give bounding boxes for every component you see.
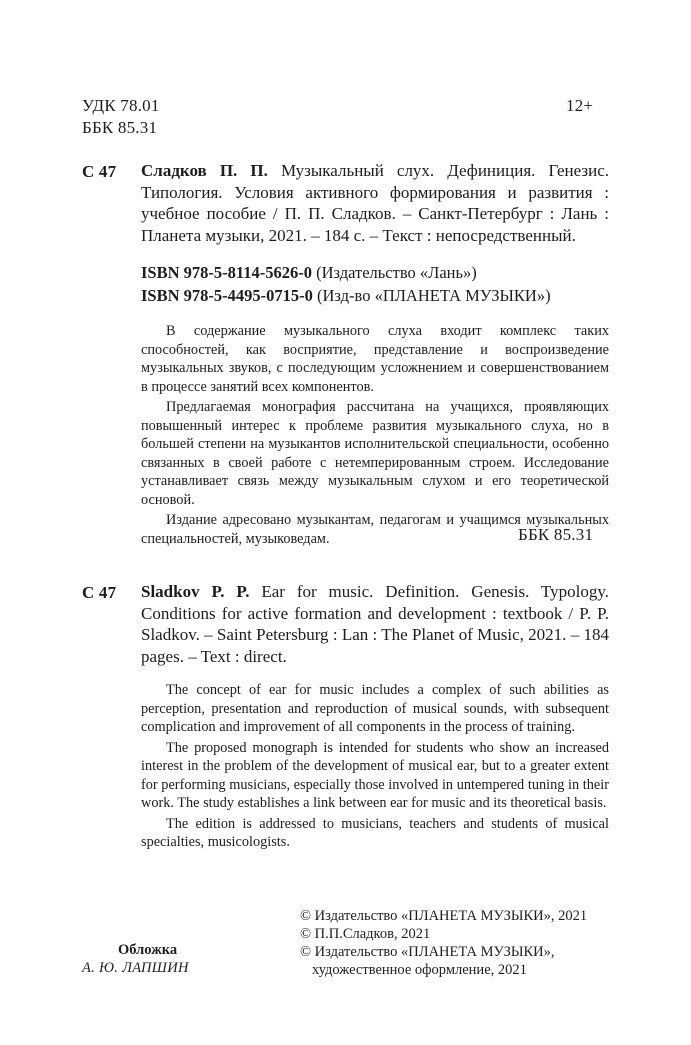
age-rating: 12+ [566, 96, 594, 115]
ru-author: Сладков П. П. [141, 161, 268, 180]
ru-isbn-2 [141, 286, 551, 306]
ru-abstract-paragraph: В содержание музыкального слуха входит комплекс таких способностей, как восприятие, представление и воспроизведение музыкальных звуков, с последующим усложнением и совершенствованием в процессе занятий всех компонентов. [141, 323, 609, 395]
ru-abstract-paragraph: Издание адресовано музыкантам, педагогам и учащимся музыкальных специальностей, музыковедам. [141, 512, 609, 547]
ru-catalog-code: С 47 [82, 162, 117, 181]
cover-credit-name: А. Ю. ЛАПШИН [82, 960, 189, 976]
ru-abstract-paragraph: Предлагаемая монография рассчитана на учащихся, проявляющих повышенный интерес к проблеме развития музыкального слуха, но в большей степени на музыкантов исполнительской специальности, особенно связанных в своей работе с нетемперированным строем. Исследование устанавливает связь между музыкальным слухом и его теоретической основой. [141, 399, 609, 508]
isbn-2-number: ISBN 978-5-4495-0715-0 [141, 286, 313, 305]
en-catalog-code: С 47 [82, 583, 117, 602]
ru-bibliographic-record [141, 160, 609, 246]
ru-description: Музыкальный слух. Дефиниция. Генезис. Типология. Условия активного формирования и развития : учебное пособие / П. П. Сладков. – Санкт-Петербург : Лань : Планета музыки, 2021. – 184 с. – Текст : непосредственный. [141, 161, 609, 245]
ru-isbn-1 [141, 263, 477, 283]
isbn-1-publisher: (Издательство «Лань») [311, 263, 477, 282]
isbn-2-publisher: (Изд-во «ПЛАНЕТА МУЗЫКИ») [312, 286, 551, 305]
isbn-1-number: ISBN 978-5-8114-5626-0 [141, 263, 312, 282]
en-abstract-paragraph: The concept of ear for music includes a complex of such abilities as perception, presentation and reproduction of musical sounds, with subsequent complication and improvement of all components in the process of training. [141, 682, 609, 735]
en-abstract-paragraph: The edition is addressed to musicians, teachers and students of musical specialties, musicologists. [141, 815, 609, 850]
copyright-design-continued: художественное оформление, 2021 [312, 962, 527, 978]
copyright-author: © П.П.Сладков, 2021 [300, 926, 431, 942]
copyright-publisher: © Издательство «ПЛАНЕТА МУЗЫКИ», 2021 [300, 908, 588, 924]
udk-code: УДК 78.01 [82, 96, 160, 115]
bbk-code: ББК 85.31 [82, 118, 158, 137]
cover-credit-label: Обложка [118, 942, 178, 958]
en-abstract-paragraph: The proposed monograph is intended for students who show an increased interest in the problem of the development of musical ear, but to a greater extent for performing musicians, especially those involved in untempered tuning in their work. The study establishes a link between ear for music and its theoretical basis. [141, 739, 609, 811]
en-bibliographic-record [141, 581, 609, 667]
ru-abstract [141, 322, 609, 548]
en-abstract [141, 681, 609, 852]
en-author: Sladkov P. P. [141, 582, 250, 601]
en-description: Ear for music. Definition. Genesis. Typology. Conditions for active formation and development : textbook / P. P. Sladkov. – Saint Petersburg : Lan : The Planet of Music, 2021. – 184 pages. – Text : direct. [141, 582, 610, 666]
ru-bbk-footer: ББК 85.31 [518, 525, 594, 544]
copyright-design: © Издательство «ПЛАНЕТА МУЗЫКИ», [300, 944, 555, 960]
